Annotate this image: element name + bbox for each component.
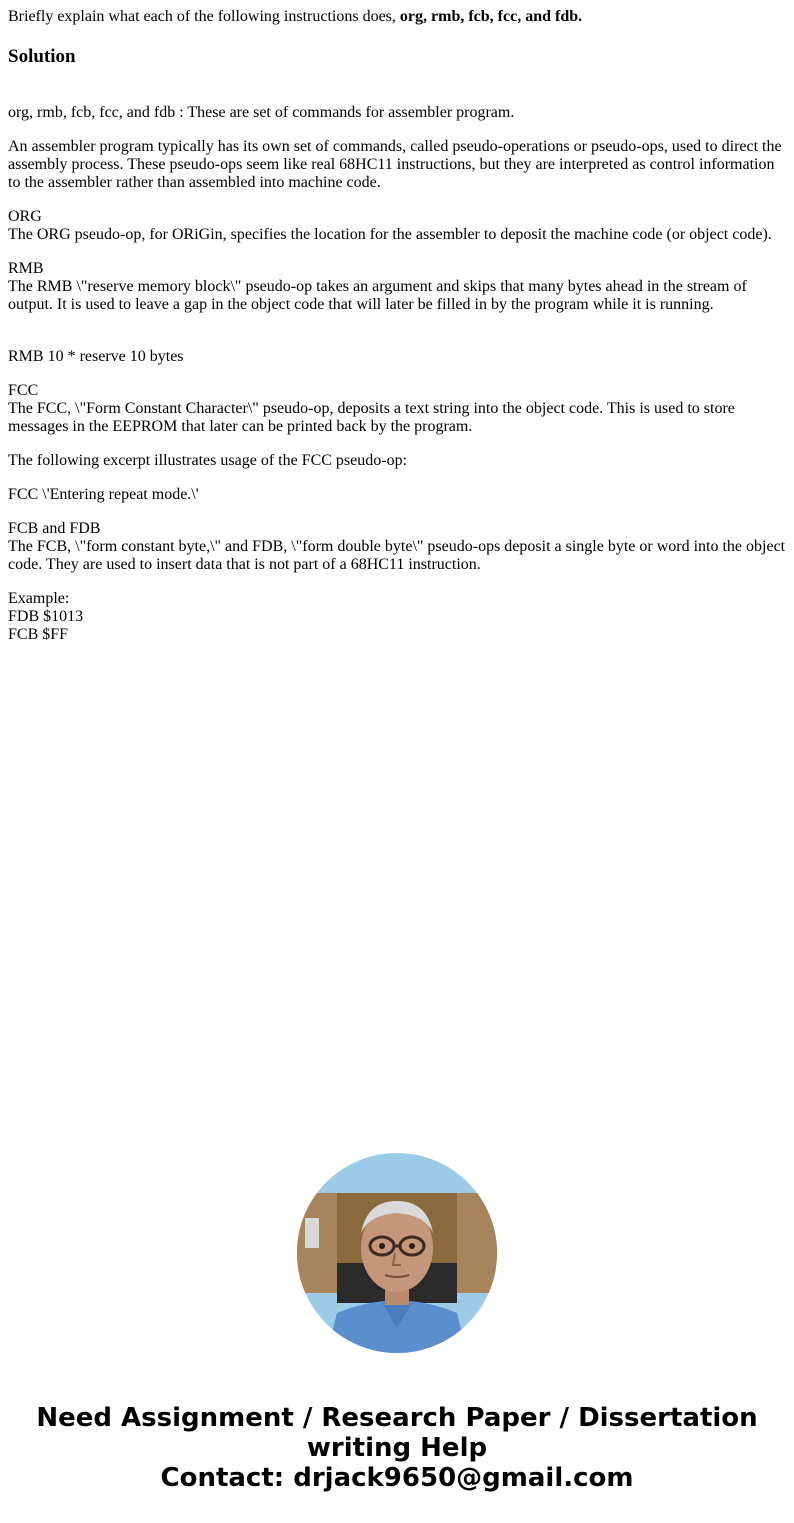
fcc-section	[8, 382, 788, 436]
question-prefix: Briefly explain what each of the following instructions does,	[8, 8, 400, 25]
question-bold: org, rmb, fcb, fcc, and fdb.	[399, 8, 583, 25]
fcb-fdb-title: FCB and FDB	[8, 520, 101, 537]
footer-line-2: writing Help	[306, 1433, 488, 1463]
question-text	[8, 8, 788, 26]
fcc-example: FCC \'Entering repeat mode.\'	[8, 486, 199, 503]
solution-heading: Solution	[8, 46, 76, 67]
org-title: ORG	[8, 208, 42, 225]
rmb-title: RMB	[8, 260, 44, 277]
fcc-text: The FCC, \"Form Constant Character\" pseudo-op, deposits a text string into the object code. This is used to store messages in the EEPROM that later can be printed back by the program.	[8, 400, 735, 435]
author-photo	[297, 1153, 497, 1353]
org-section	[8, 208, 788, 244]
fcc-excerpt-intro: The following excerpt illustrates usage of the FCC pseudo-op:	[8, 452, 408, 469]
footer-contact	[0, 1403, 794, 1493]
rmb-text: The RMB \"reserve memory block\" pseudo-op takes an argument and skips that many bytes ahead in the stream of output. It is used to leave a gap in the object code that will later be filled in by the program while it is running.	[8, 278, 747, 313]
example-line-fdb: FDB $1013	[8, 608, 84, 625]
person-portrait-icon	[297, 1153, 497, 1353]
fcb-fdb-text: The FCB, \"form constant byte,\" and FDB, \"form double byte\" pseudo-ops deposit a single byte or word into the object code. They are used to insert data that is not part of a 68HC11 instruction.	[8, 538, 786, 573]
org-text: The ORG pseudo-op, for ORiGin, specifies the location for the assembler to deposit the machine code (or object code).	[8, 226, 772, 243]
intro-paragraph: org, rmb, fcb, fcc, and fdb : These are set of commands for assembler program.	[8, 104, 515, 121]
rmb-example: RMB 10 * reserve 10 bytes	[8, 348, 184, 365]
example-line-fcb: FCB $FF	[8, 626, 69, 643]
fcb-fdb-example	[8, 590, 788, 644]
example-label: Example:	[8, 590, 70, 607]
footer-contact-email: Contact: drjack9650@gmail.com	[160, 1463, 634, 1493]
footer-line-1: Need Assignment / Research Paper / Dissertation	[36, 1403, 758, 1433]
fcc-title: FCC	[8, 382, 39, 399]
fcb-fdb-section	[8, 520, 788, 574]
pseudo-ops-paragraph: An assembler program typically has its own set of commands, called pseudo-operations or pseudo-ops, used to direct the assembly process. These pseudo-ops seem like real 68HC11 instructions, but they are interpreted as control information to the assembler rather than assembled into machine code.	[8, 138, 782, 191]
document-body	[8, 8, 788, 644]
rmb-section	[8, 260, 788, 314]
